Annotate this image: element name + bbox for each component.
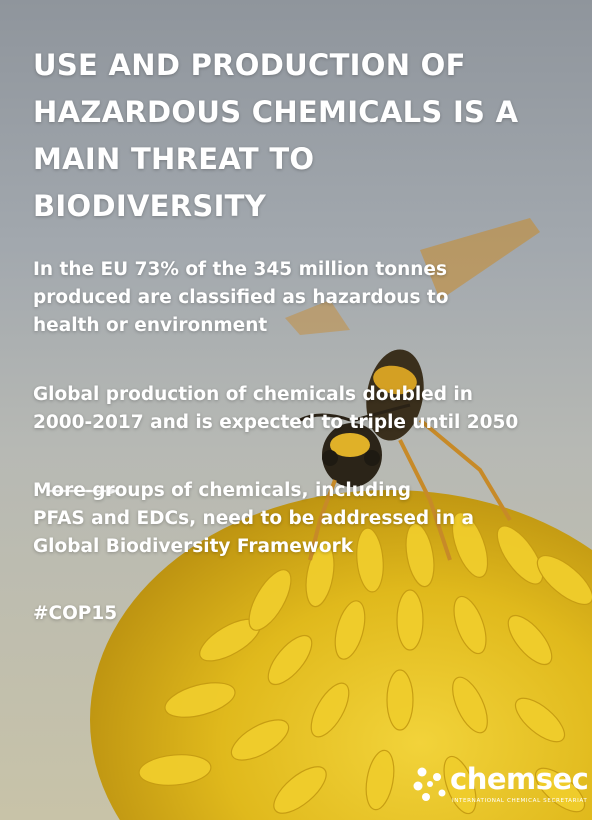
logo-subtitle: INTERNATIONAL CHEMICAL SECRETARIAT — [452, 798, 588, 804]
logo-wordmark: chemsec — [450, 762, 589, 796]
paragraph-global-production: Global production of chemicals doubled in 2000-2017 and is expected to triple until 2050 — [33, 384, 519, 433]
hashtag: #COP15 — [33, 603, 118, 624]
headline: USE AND PRODUCTION OF HAZARDOUS CHEMICALS IS A MAIN THREAT TO BIODIVERSITY — [33, 48, 519, 223]
paragraph-eu-hazardous: In the EU 73% of the 345 million tonnes produced are classified as hazardous to health or environment — [33, 259, 449, 336]
chemsec-logo — [412, 762, 589, 808]
chemsec-molecule-icon — [412, 766, 450, 802]
paragraph-groups-of-chemicals: More groups of chemicals, including PFAS and EDCs, need to be addressed in a Global Biodiversity Framework — [33, 480, 475, 557]
